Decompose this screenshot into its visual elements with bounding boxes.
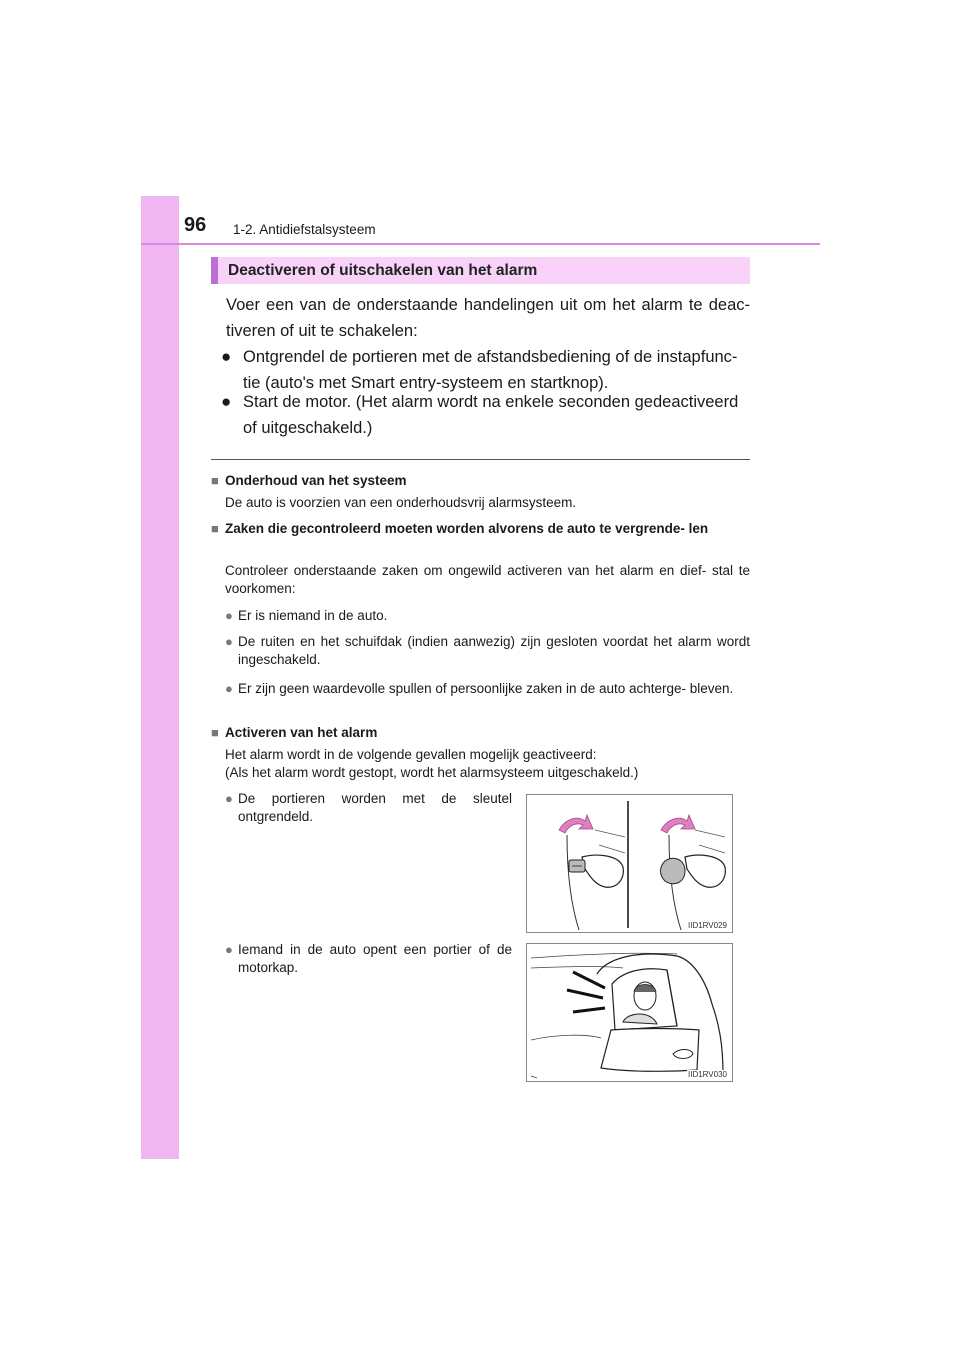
main-bullet-text: Ontgrendel de portieren met de afstandsbediening of de instapfunc- tie (auto's met Smart entry-systeem en startknop).: [243, 348, 738, 392]
paragraph-line: Het alarm wordt in de volgende gevallen mogelijk geactiveerd:: [225, 747, 597, 762]
subheading: [211, 472, 750, 490]
list-item: [225, 941, 512, 977]
page-number: 96: [184, 214, 207, 236]
bullet-icon: ●: [225, 681, 233, 696]
list-item: [225, 790, 512, 826]
list-item: [225, 680, 750, 698]
list-item-text: Er is niemand in de auto.: [238, 608, 388, 623]
paragraph: Controleer onderstaande zaken om ongewild activeren van het alarm en dief- stal te voorkomen:: [225, 563, 750, 596]
section-reference: 1-2. Antidiefstalsysteem: [233, 222, 376, 237]
section-title: Deactiveren of uitschakelen van het alarm: [228, 262, 538, 279]
paragraph-line: (Als het alarm wordt gestopt, wordt het alarmsysteem uitgeschakeld.): [225, 765, 639, 780]
main-bullet-item: [218, 389, 750, 441]
bullet-icon: ●: [225, 634, 233, 649]
key-unlock-illustration: [527, 795, 732, 932]
figure-code: IID1RV030: [688, 1070, 727, 1079]
square-icon: ■: [211, 521, 219, 536]
bullet-icon: ●: [221, 392, 232, 411]
sidebar-tab: [141, 196, 179, 1159]
intro-text: Voer een van de onderstaande handelingen uit om het alarm te deac- tiveren of uit te schakelen:: [226, 296, 750, 340]
list-item: [225, 633, 750, 669]
divider-rule: [211, 459, 750, 460]
list-item: [225, 607, 750, 625]
figure-key-unlock: [526, 794, 733, 933]
figure-person-opening-door: [526, 943, 733, 1082]
subheading-text: Activeren van het alarm: [225, 725, 378, 740]
bullet-icon: ●: [225, 608, 233, 623]
title-accent-bar: [211, 257, 218, 284]
paragraph: De auto is voorzien van een onderhoudsvrij alarmsysteem.: [225, 495, 577, 510]
header-rule: [141, 243, 820, 245]
list-item-text: Iemand in de auto opent een portier of de motorkap.: [238, 942, 512, 975]
subheading: [211, 520, 750, 538]
door-open-illustration: [527, 944, 732, 1081]
section-title-box: [211, 257, 750, 284]
main-bullet-text: Start de motor. (Het alarm wordt na enkele seconden gedeactiveerd of uitgeschakeld.): [243, 393, 739, 437]
list-item-text: De portieren worden met de sleutel ontgrendeld.: [238, 791, 512, 824]
subheading: [211, 724, 750, 742]
bullet-icon: ●: [225, 942, 233, 957]
list-item-text: Er zijn geen waardevolle spullen of persoonlijke zaken in de auto achterge- bleven.: [238, 681, 734, 696]
list-item-text: De ruiten en het schuifdak (indien aanwezig) zijn gesloten voordat het alarm wordt ingeschakeld.: [238, 634, 750, 667]
bullet-icon: ●: [221, 347, 232, 366]
subheading-text: Onderhoud van het systeem: [225, 473, 407, 488]
figure-code: IID1RV029: [688, 921, 727, 930]
subheading-text: Zaken die gecontroleerd moeten worden alvorens de auto te vergrende- len: [225, 521, 709, 536]
square-icon: ■: [211, 473, 219, 488]
square-icon: ■: [211, 725, 219, 740]
bullet-icon: ●: [225, 791, 233, 806]
